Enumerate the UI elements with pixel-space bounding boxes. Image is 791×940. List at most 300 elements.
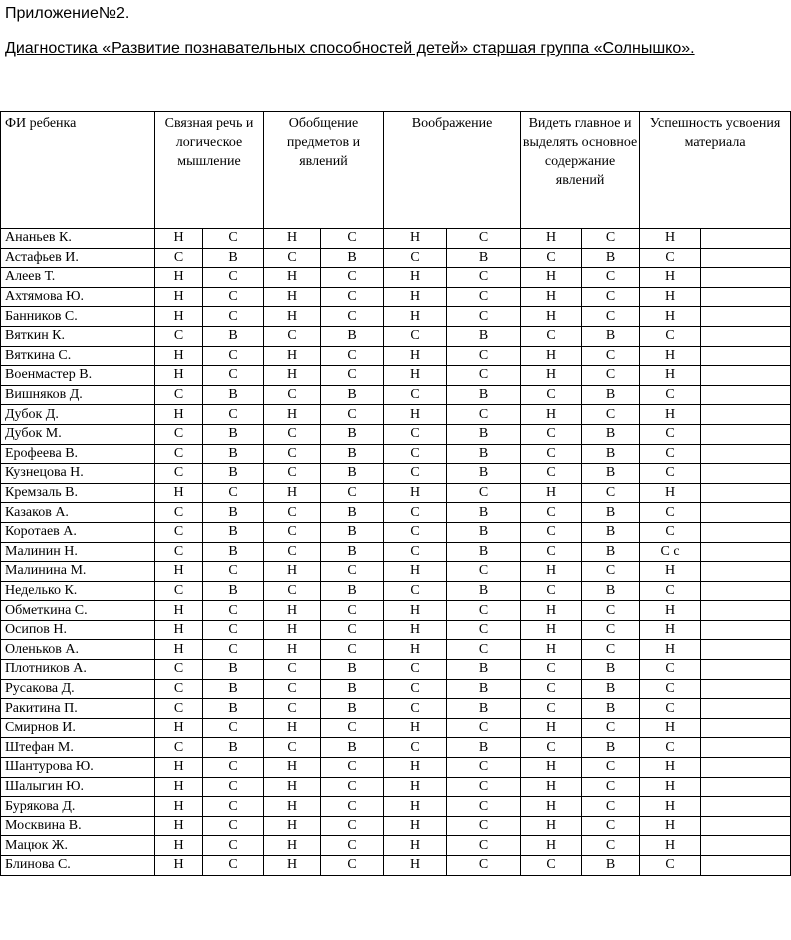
level-cell: С xyxy=(321,346,384,366)
child-name-cell: Москвина В. xyxy=(1,816,155,836)
level-cell: В xyxy=(203,464,264,484)
level-cell: Н xyxy=(155,856,203,876)
empty-cell xyxy=(701,287,791,307)
level-cell: С xyxy=(521,738,582,758)
level-cell: В xyxy=(321,738,384,758)
level-cell: С xyxy=(264,699,321,719)
level-cell: Н xyxy=(264,758,321,778)
level-cell: С xyxy=(521,699,582,719)
level-cell: С xyxy=(321,816,384,836)
level-cell: С xyxy=(155,522,203,542)
level-cell: В xyxy=(203,522,264,542)
table-row xyxy=(1,307,791,327)
level-cell: В xyxy=(447,464,521,484)
empty-cell xyxy=(701,562,791,582)
level-cell: Н xyxy=(640,346,701,366)
level-cell: Н xyxy=(155,620,203,640)
table-row xyxy=(1,287,791,307)
table-row xyxy=(1,836,791,856)
level-cell: В xyxy=(321,542,384,562)
level-cell: Н xyxy=(640,620,701,640)
empty-cell xyxy=(701,248,791,268)
level-cell: В xyxy=(447,699,521,719)
level-cell: С xyxy=(203,777,264,797)
level-cell: Н xyxy=(640,366,701,386)
child-name-cell: Обметкина С. xyxy=(1,601,155,621)
level-cell: В xyxy=(447,738,521,758)
level-cell: С xyxy=(521,522,582,542)
level-cell: С xyxy=(203,758,264,778)
level-cell: С xyxy=(384,385,447,405)
table-row xyxy=(1,522,791,542)
level-cell: С xyxy=(321,562,384,582)
empty-cell xyxy=(701,620,791,640)
level-cell: В xyxy=(582,503,640,523)
empty-cell xyxy=(701,856,791,876)
level-cell: С xyxy=(640,660,701,680)
level-cell: С xyxy=(447,601,521,621)
level-cell: В xyxy=(321,522,384,542)
empty-cell xyxy=(701,699,791,719)
level-cell: С xyxy=(321,601,384,621)
level-cell: Н xyxy=(521,483,582,503)
level-cell: Н xyxy=(264,718,321,738)
level-cell: Н xyxy=(155,562,203,582)
header-success: Успешность усвоения материала xyxy=(640,112,791,229)
level-cell: Н xyxy=(384,836,447,856)
level-cell: Н xyxy=(264,836,321,856)
level-cell: С xyxy=(582,307,640,327)
level-cell: В xyxy=(582,444,640,464)
level-cell: С xyxy=(203,562,264,582)
child-name-cell: Малинина М. xyxy=(1,562,155,582)
table-row xyxy=(1,268,791,288)
table-row xyxy=(1,679,791,699)
table-row xyxy=(1,718,791,738)
level-cell: Н xyxy=(155,366,203,386)
level-cell: Н xyxy=(640,268,701,288)
child-name-cell: Вяткин К. xyxy=(1,326,155,346)
level-cell: Н xyxy=(384,229,447,249)
level-cell: С xyxy=(447,777,521,797)
empty-cell xyxy=(701,522,791,542)
empty-cell xyxy=(701,229,791,249)
child-name-cell: Блинова С. xyxy=(1,856,155,876)
level-cell: С xyxy=(640,503,701,523)
level-cell: С xyxy=(582,268,640,288)
level-cell: В xyxy=(203,444,264,464)
level-cell: В xyxy=(582,424,640,444)
level-cell: С xyxy=(155,738,203,758)
child-name-cell: Ахтямова Ю. xyxy=(1,287,155,307)
level-cell: С xyxy=(447,620,521,640)
level-cell: С xyxy=(447,856,521,876)
level-cell: С xyxy=(321,718,384,738)
table-row xyxy=(1,444,791,464)
child-name-cell: Казаков А. xyxy=(1,503,155,523)
page-title: Приложение№2. xyxy=(5,5,130,22)
level-cell: В xyxy=(582,699,640,719)
level-cell: С xyxy=(321,758,384,778)
level-cell: С xyxy=(384,542,447,562)
table-row xyxy=(1,562,791,582)
level-cell: Н xyxy=(155,287,203,307)
level-cell: С xyxy=(521,503,582,523)
child-name-cell: Ракитина П. xyxy=(1,699,155,719)
empty-cell xyxy=(701,464,791,484)
level-cell: В xyxy=(203,326,264,346)
level-cell: С xyxy=(155,444,203,464)
level-cell: С xyxy=(521,679,582,699)
level-cell: Н xyxy=(384,797,447,817)
level-cell: С xyxy=(640,444,701,464)
level-cell: С xyxy=(264,424,321,444)
table-row xyxy=(1,483,791,503)
empty-cell xyxy=(701,444,791,464)
level-cell: В xyxy=(447,679,521,699)
level-cell: С xyxy=(640,679,701,699)
level-cell: С xyxy=(203,601,264,621)
level-cell: С xyxy=(321,268,384,288)
level-cell: В xyxy=(203,503,264,523)
level-cell: Н xyxy=(264,777,321,797)
level-cell: С xyxy=(203,268,264,288)
child-name-cell: Бурякова Д. xyxy=(1,797,155,817)
level-cell: Н xyxy=(521,758,582,778)
level-cell: Н xyxy=(384,816,447,836)
level-cell: Н xyxy=(384,620,447,640)
level-cell: С xyxy=(582,601,640,621)
empty-cell xyxy=(701,581,791,601)
empty-cell xyxy=(701,385,791,405)
level-cell: Н xyxy=(155,836,203,856)
level-cell: С xyxy=(203,856,264,876)
level-cell: С xyxy=(384,660,447,680)
level-cell: Н xyxy=(155,758,203,778)
level-cell: Н xyxy=(640,777,701,797)
level-cell: С xyxy=(521,385,582,405)
level-cell: С xyxy=(640,248,701,268)
child-name-cell: Банников С. xyxy=(1,307,155,327)
level-cell: С xyxy=(155,679,203,699)
empty-cell xyxy=(701,738,791,758)
empty-cell xyxy=(701,660,791,680)
level-cell: В xyxy=(321,385,384,405)
level-cell: Н xyxy=(264,405,321,425)
level-cell: С xyxy=(521,464,582,484)
level-cell: С xyxy=(321,797,384,817)
child-name-cell: Астафьев И. xyxy=(1,248,155,268)
level-cell: С xyxy=(640,738,701,758)
level-cell: С xyxy=(203,620,264,640)
level-cell: В xyxy=(447,248,521,268)
level-cell: С xyxy=(447,483,521,503)
level-cell: Н xyxy=(384,483,447,503)
empty-cell xyxy=(701,758,791,778)
level-cell: С xyxy=(203,307,264,327)
level-cell: С xyxy=(582,483,640,503)
level-cell: С xyxy=(447,718,521,738)
level-cell: С xyxy=(264,679,321,699)
level-cell: В xyxy=(447,385,521,405)
header-main-idea: Видеть главное и выделять основное содержание явлений xyxy=(521,112,640,229)
level-cell: Н xyxy=(384,856,447,876)
child-name-cell: Русакова Д. xyxy=(1,679,155,699)
level-cell: С xyxy=(447,836,521,856)
level-cell: С xyxy=(640,385,701,405)
table-row xyxy=(1,660,791,680)
child-name-cell: Осипов Н. xyxy=(1,620,155,640)
level-cell: В xyxy=(582,660,640,680)
level-cell: С xyxy=(321,366,384,386)
level-cell: С xyxy=(447,366,521,386)
level-cell: С xyxy=(321,856,384,876)
level-cell: Н xyxy=(521,640,582,660)
level-cell: С xyxy=(640,424,701,444)
table-row xyxy=(1,385,791,405)
level-cell: Н xyxy=(640,758,701,778)
level-cell: В xyxy=(582,385,640,405)
level-cell: В xyxy=(582,738,640,758)
level-cell: Н xyxy=(264,287,321,307)
level-cell: Н xyxy=(384,346,447,366)
level-cell: Н xyxy=(640,405,701,425)
child-name-cell: Оленьков А. xyxy=(1,640,155,660)
level-cell: С xyxy=(447,346,521,366)
level-cell: Н xyxy=(521,777,582,797)
table-row xyxy=(1,248,791,268)
level-cell: Н xyxy=(640,816,701,836)
level-cell: Н xyxy=(384,405,447,425)
level-cell: С xyxy=(264,444,321,464)
level-cell: С xyxy=(321,620,384,640)
level-cell: С xyxy=(203,405,264,425)
level-cell: В xyxy=(203,660,264,680)
level-cell: Н xyxy=(264,620,321,640)
table-row xyxy=(1,229,791,249)
level-cell: В xyxy=(321,326,384,346)
empty-cell xyxy=(701,777,791,797)
level-cell: В xyxy=(203,248,264,268)
level-cell: С xyxy=(203,836,264,856)
table-header-row xyxy=(1,112,791,229)
level-cell: С xyxy=(264,464,321,484)
empty-cell xyxy=(701,307,791,327)
empty-cell xyxy=(701,836,791,856)
header-generalization: Обобщение предметов и явлений xyxy=(264,112,384,229)
level-cell: Н xyxy=(640,601,701,621)
level-cell: Н xyxy=(640,797,701,817)
level-cell: Н xyxy=(384,601,447,621)
level-cell: Н xyxy=(521,562,582,582)
level-cell: С xyxy=(203,366,264,386)
level-cell: Н xyxy=(155,405,203,425)
level-cell: С xyxy=(582,562,640,582)
level-cell: Н xyxy=(264,229,321,249)
level-cell: С xyxy=(264,738,321,758)
level-cell: С xyxy=(640,326,701,346)
level-cell: С xyxy=(447,640,521,660)
diagnostics-table-container xyxy=(0,111,781,876)
level-cell: С xyxy=(321,640,384,660)
child-name-cell: Дубок Д. xyxy=(1,405,155,425)
table-row xyxy=(1,777,791,797)
child-name-cell: Алеев Т. xyxy=(1,268,155,288)
level-cell: С xyxy=(447,797,521,817)
level-cell: Н xyxy=(521,797,582,817)
level-cell: С xyxy=(582,366,640,386)
level-cell: С xyxy=(640,522,701,542)
empty-cell xyxy=(701,483,791,503)
header-imagination: Воображение xyxy=(384,112,521,229)
child-name-cell: Смирнов И. xyxy=(1,718,155,738)
level-cell: С xyxy=(521,581,582,601)
level-cell: Н xyxy=(640,718,701,738)
level-cell: С xyxy=(203,483,264,503)
level-cell: Н xyxy=(521,836,582,856)
child-name-cell: Кузнецова Н. xyxy=(1,464,155,484)
level-cell: В xyxy=(447,326,521,346)
level-cell: С xyxy=(155,581,203,601)
level-cell: Н xyxy=(521,229,582,249)
level-cell: Н xyxy=(264,601,321,621)
level-cell: С xyxy=(321,287,384,307)
level-cell: В xyxy=(203,581,264,601)
level-cell: С xyxy=(447,287,521,307)
level-cell: С xyxy=(521,424,582,444)
level-cell: С xyxy=(447,562,521,582)
level-cell: Н xyxy=(384,307,447,327)
child-name-cell: Ерофеева В. xyxy=(1,444,155,464)
level-cell: В xyxy=(203,542,264,562)
table-row xyxy=(1,601,791,621)
level-cell: С xyxy=(521,326,582,346)
level-cell: С xyxy=(384,581,447,601)
level-cell: В xyxy=(582,326,640,346)
level-cell: Н xyxy=(264,856,321,876)
table-row xyxy=(1,699,791,719)
child-name-cell: Кремзаль В. xyxy=(1,483,155,503)
level-cell: В xyxy=(203,679,264,699)
level-cell: С xyxy=(640,581,701,601)
level-cell: С xyxy=(447,758,521,778)
level-cell: С xyxy=(447,307,521,327)
level-cell: С xyxy=(521,660,582,680)
level-cell: С xyxy=(582,797,640,817)
table-row xyxy=(1,424,791,444)
level-cell: С xyxy=(203,229,264,249)
level-cell: Н xyxy=(384,758,447,778)
empty-cell xyxy=(701,346,791,366)
level-cell: С xyxy=(384,248,447,268)
level-cell: Н xyxy=(155,346,203,366)
level-cell: Н xyxy=(155,640,203,660)
level-cell: С xyxy=(264,581,321,601)
level-cell: В xyxy=(203,424,264,444)
level-cell: Н xyxy=(640,229,701,249)
table-row xyxy=(1,620,791,640)
level-cell: С xyxy=(264,660,321,680)
level-cell: Н xyxy=(155,816,203,836)
level-cell: Н xyxy=(640,287,701,307)
level-cell: С xyxy=(264,326,321,346)
empty-cell xyxy=(701,366,791,386)
level-cell: С xyxy=(521,856,582,876)
level-cell: С xyxy=(384,326,447,346)
level-cell: С xyxy=(155,660,203,680)
level-cell: В xyxy=(203,699,264,719)
child-name-cell: Шантурова Ю. xyxy=(1,758,155,778)
level-cell: С xyxy=(384,444,447,464)
level-cell: В xyxy=(447,522,521,542)
table-row xyxy=(1,816,791,836)
table-row xyxy=(1,464,791,484)
empty-cell xyxy=(701,424,791,444)
level-cell: В xyxy=(321,699,384,719)
header-speech-logic: Связная речь и логическое мышление xyxy=(155,112,264,229)
child-name-cell: Коротаев А. xyxy=(1,522,155,542)
level-cell: Н xyxy=(640,483,701,503)
level-cell: С с xyxy=(640,542,701,562)
level-cell: С xyxy=(582,346,640,366)
table-row xyxy=(1,366,791,386)
level-cell: С xyxy=(264,542,321,562)
level-cell: В xyxy=(582,464,640,484)
level-cell: С xyxy=(447,229,521,249)
page-subtitle: Диагностика «Развитие познавательных способностей детей» старшая группа «Солнышко». xyxy=(5,40,695,57)
table-row xyxy=(1,542,791,562)
level-cell: С xyxy=(203,640,264,660)
empty-cell xyxy=(701,542,791,562)
table-row xyxy=(1,326,791,346)
level-cell: С xyxy=(203,797,264,817)
level-cell: Н xyxy=(640,307,701,327)
level-cell: С xyxy=(203,816,264,836)
level-cell: С xyxy=(447,405,521,425)
level-cell: Н xyxy=(155,797,203,817)
level-cell: В xyxy=(582,581,640,601)
level-cell: С xyxy=(582,836,640,856)
empty-cell xyxy=(701,326,791,346)
child-name-cell: Дубок М. xyxy=(1,424,155,444)
empty-cell xyxy=(701,405,791,425)
child-name-cell: Плотников А. xyxy=(1,660,155,680)
level-cell: В xyxy=(447,542,521,562)
level-cell: Н xyxy=(264,816,321,836)
level-cell: Н xyxy=(384,718,447,738)
level-cell: Н xyxy=(264,366,321,386)
level-cell: С xyxy=(155,542,203,562)
level-cell: В xyxy=(447,503,521,523)
level-cell: С xyxy=(521,444,582,464)
level-cell: С xyxy=(384,738,447,758)
level-cell: Н xyxy=(640,562,701,582)
level-cell: С xyxy=(264,503,321,523)
level-cell: С xyxy=(447,816,521,836)
level-cell: Н xyxy=(155,777,203,797)
level-cell: В xyxy=(321,464,384,484)
table-row xyxy=(1,640,791,660)
child-name-cell: Ананьев К. xyxy=(1,229,155,249)
level-cell: С xyxy=(203,718,264,738)
level-cell: Н xyxy=(521,816,582,836)
level-cell: С xyxy=(582,640,640,660)
empty-cell xyxy=(701,640,791,660)
level-cell: В xyxy=(321,660,384,680)
level-cell: Н xyxy=(521,620,582,640)
level-cell: Н xyxy=(521,405,582,425)
level-cell: В xyxy=(321,503,384,523)
